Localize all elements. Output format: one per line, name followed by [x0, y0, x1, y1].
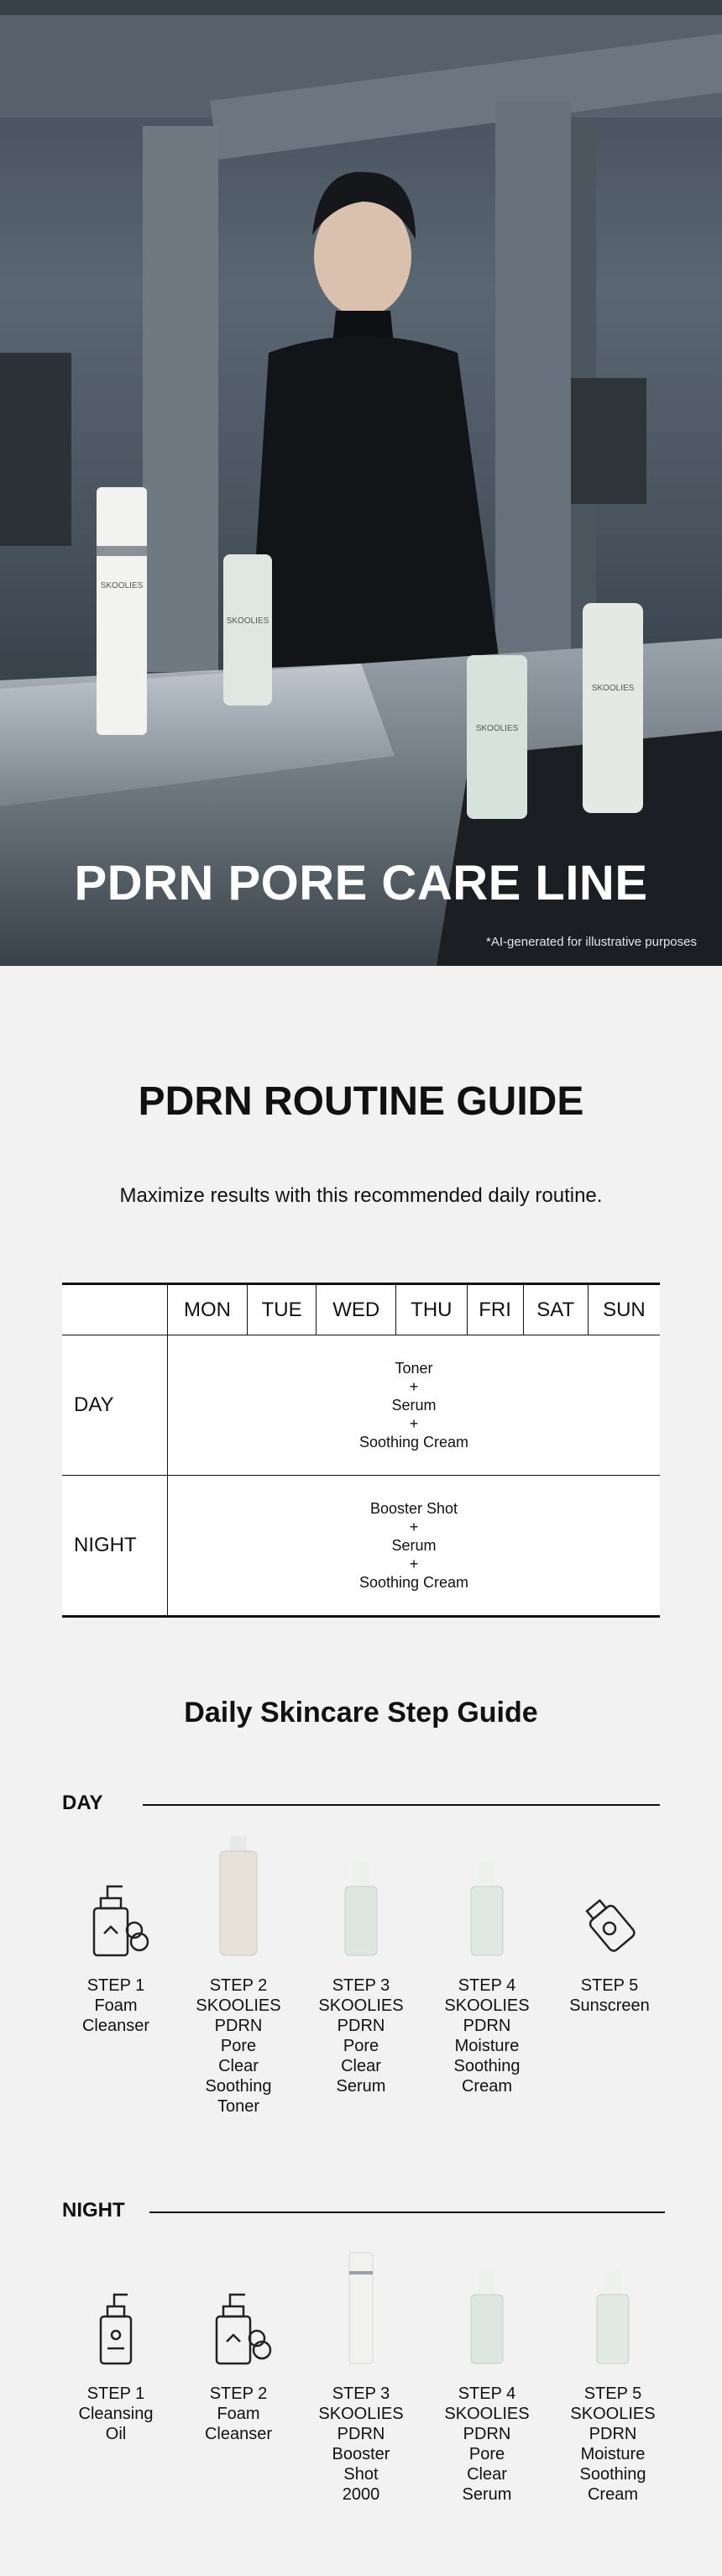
day-routine-cell [168, 1335, 661, 1476]
cream-bottle-image [592, 2266, 634, 2367]
step-text: STEP 1 Foam Cleanser [81, 1976, 150, 2035]
routine-step: Serum [391, 1397, 437, 1414]
cream-bottle-image [466, 1858, 508, 1959]
day-header-tue: TUE [248, 1284, 317, 1335]
routine-plus: + [409, 1415, 419, 1432]
step-text: STEP 2 SKOOLIES PDRN Pore Clear Soothing Toner [196, 1976, 281, 2116]
step-text: STEP 5 SKOOLIES PDRN Moisture Soothing Cream [570, 2385, 656, 2504]
table-corner-cell [62, 1284, 168, 1335]
table-row [62, 1335, 660, 1476]
day-header-wed: WED [317, 1284, 396, 1335]
day-step-4 [428, 1833, 546, 2096]
day-step-2 [180, 1833, 297, 2117]
toner-bottle-hero [583, 603, 643, 813]
night-step-3 [302, 2241, 420, 2505]
hero-photo [0, 0, 722, 966]
routine-plus: + [409, 1378, 419, 1395]
hero-title: PDRN PORE CARE LINE [74, 856, 648, 910]
day-step-1 [57, 1833, 175, 2036]
serum-bottle-hero [223, 554, 272, 706]
night-step-2 [180, 2241, 297, 2444]
booster-bottle-hero [97, 487, 147, 735]
toner-bottle-image [213, 1833, 264, 1959]
step-text: STEP 4 SKOOLIES PDRN Pore Clear Serum [444, 2385, 530, 2504]
routine-step: Booster Shot [369, 1500, 458, 1517]
serum-bottle-image [466, 2266, 508, 2367]
night-step-4 [428, 2241, 546, 2505]
foam-cleanser-icon [82, 1875, 149, 1959]
day-section-divider [143, 1804, 660, 1806]
routine-plus: + [409, 1519, 419, 1535]
cleansing-oil-icon [91, 2283, 141, 2367]
sunscreen-icon [576, 1891, 643, 1959]
routine-step: Toner [395, 1360, 433, 1377]
svg-text:SKOOLIES: SKOOLIES [475, 724, 519, 733]
day-header-thu: THU [396, 1284, 467, 1335]
routine-plus: + [409, 1556, 419, 1572]
cream-bottle-hero [467, 655, 527, 819]
day-header-mon: MON [168, 1284, 248, 1335]
routine-table [62, 1283, 660, 1618]
foam-cleanser-icon [205, 2283, 272, 2367]
table-header-row [62, 1284, 660, 1335]
serum-bottle-image [340, 1858, 382, 1959]
row-label-night: NIGHT [62, 1476, 168, 1617]
step-guide-title: Daily Skincare Step Guide [184, 1697, 538, 1729]
svg-text:SKOOLIES: SKOOLIES [100, 581, 144, 590]
step-text: STEP 5 Sunscreen [569, 1976, 650, 2015]
hero-banner [0, 0, 722, 966]
night-step-1 [57, 2241, 175, 2444]
night-section-label: NIGHT [62, 2199, 125, 2222]
step-text: STEP 2 Foam Cleanser [204, 2385, 273, 2443]
night-section-divider [149, 2211, 665, 2213]
day-step-3 [302, 1833, 420, 2096]
routine-guide-title: PDRN ROUTINE GUIDE [138, 1079, 584, 1124]
step-text: STEP 4 SKOOLIES PDRN Moisture Soothing Cream [444, 1976, 530, 2096]
booster-bottle-image [344, 2249, 378, 2367]
table-row [62, 1476, 660, 1617]
day-header-fri: FRI [467, 1284, 523, 1335]
day-header-sun: SUN [588, 1284, 660, 1335]
routine-step: Soothing Cream [358, 1434, 469, 1451]
row-label-day: DAY [62, 1335, 168, 1476]
svg-text:SKOOLIES: SKOOLIES [226, 616, 269, 626]
night-step-5 [554, 2241, 672, 2505]
step-text: STEP 3 SKOOLIES PDRN Pore Clear Serum [318, 1976, 404, 2096]
night-routine-cell [168, 1476, 661, 1617]
hero-disclaimer: *AI-generated for illustrative purposes [486, 935, 697, 949]
routine-step: Serum [391, 1537, 437, 1554]
routine-step: Soothing Cream [358, 1574, 469, 1591]
step-text: STEP 1 Cleansing Oil [78, 2385, 154, 2443]
routine-guide-subtitle: Maximize results with this recommended daily routine. [119, 1184, 603, 1207]
step-text: STEP 3 SKOOLIES PDRN Booster Shot 2000 [318, 2385, 404, 2504]
day-header-sat: SAT [523, 1284, 588, 1335]
day-step-5 [551, 1833, 668, 2016]
day-section-label: DAY [62, 1792, 103, 1814]
svg-text:SKOOLIES: SKOOLIES [591, 684, 635, 693]
